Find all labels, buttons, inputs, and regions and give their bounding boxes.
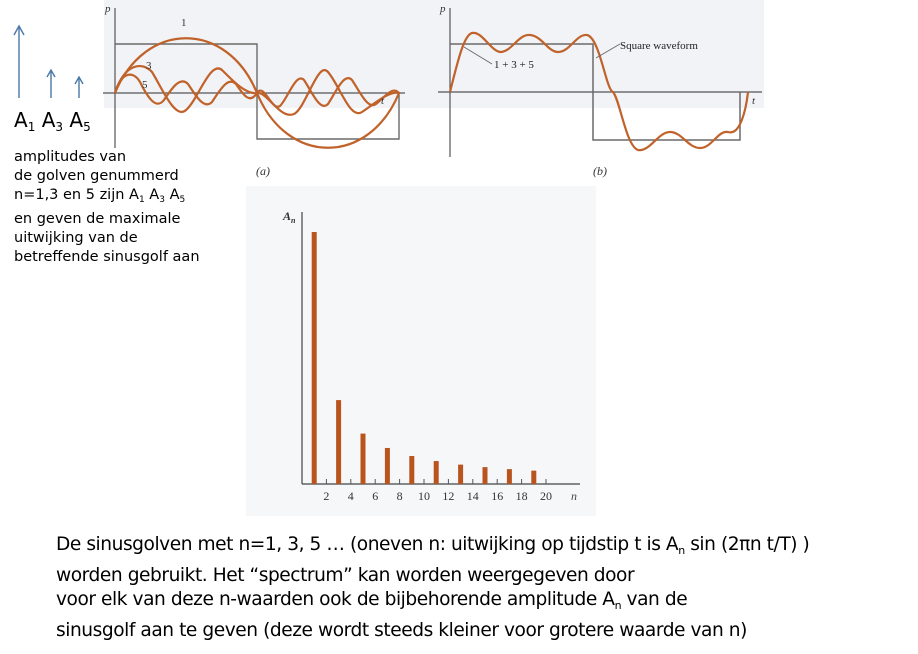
- spectrum-tick-label: 14: [466, 489, 479, 503]
- spectrum-tick-label: 18: [515, 489, 528, 503]
- curve-label-5: 5: [142, 79, 148, 91]
- amplitude-arrows: [0, 0, 100, 110]
- figure-a-caption: (a): [256, 164, 270, 178]
- figure-b-synthesis: [430, 0, 770, 160]
- spectrum-y-label: $A_n$: [283, 209, 296, 225]
- spectrum-bar: [385, 448, 390, 484]
- figure-a-x-label: t: [381, 95, 385, 107]
- figure-b-y-label: p: [440, 3, 446, 15]
- sum-label: 1 + 3 + 5: [494, 59, 534, 71]
- arrow-a5-icon: [75, 77, 83, 98]
- spectrum-tick-label: 4: [347, 489, 354, 503]
- figure-a-harmonics: [100, 0, 420, 160]
- arrow-a1-icon: [14, 26, 24, 98]
- spectrum-x-label: n: [571, 489, 577, 503]
- spectrum-explanation: De sinusgolven met n=1, 3, 5 … (oneven n: uitwijking op tijdstip t is $A_n$ sin (2πn t/T) ) worden gebruikt. Het “spectrum” kan worden weergegeven door voor elk van deze n-waarden ook de bijbehorende amplitude $A_n$ van de sinusgolf aan te geven (deze wordt steeds kleiner voor grotere waarde van n): [56, 534, 810, 641]
- spectrum-tick-label: 12: [442, 489, 455, 503]
- amplitude-labels: $A_1$ $A_3$ $A_5$: [14, 108, 91, 134]
- spectrum-tick-label: 2: [323, 489, 330, 503]
- arrow-a3-icon: [47, 70, 55, 98]
- figure-a-y-label: p: [105, 3, 111, 15]
- spectrum-bar: [361, 434, 366, 484]
- curve-label-3: 3: [146, 60, 152, 72]
- spectrum-bar: [507, 469, 512, 484]
- spectrum-bar: [458, 465, 463, 484]
- spectrum-tick-label: 10: [418, 489, 430, 503]
- spectrum-tick-label: 8: [396, 489, 403, 503]
- spectrum-bar: [312, 232, 317, 484]
- spectrum-bar-chart: [280, 200, 600, 510]
- spectrum-bar: [336, 400, 341, 484]
- curve-label-1: 1: [181, 17, 187, 29]
- spectrum-tick-label: 20: [540, 489, 552, 503]
- square-waveform-label: Square waveform: [620, 40, 698, 52]
- spectrum-bar: [434, 461, 439, 484]
- spectrum-bar: [483, 467, 488, 484]
- spectrum-bar: [409, 456, 414, 484]
- spectrum-bars: [312, 232, 537, 484]
- spectrum-tick-label: 16: [491, 489, 504, 503]
- amplitude-description: amplitudes van de golven genummerd n=1,3 en 5 zijn $A_1$ $A_3$ $A_5$ en geven de maximale uitwijking van de betreffende sinusgolf aan: [14, 149, 200, 265]
- spectrum-bar: [531, 471, 536, 484]
- figure-b-x-label: t: [752, 95, 756, 107]
- figure-b-caption: (b): [593, 164, 607, 178]
- spectrum-tick-label: 6: [372, 489, 379, 503]
